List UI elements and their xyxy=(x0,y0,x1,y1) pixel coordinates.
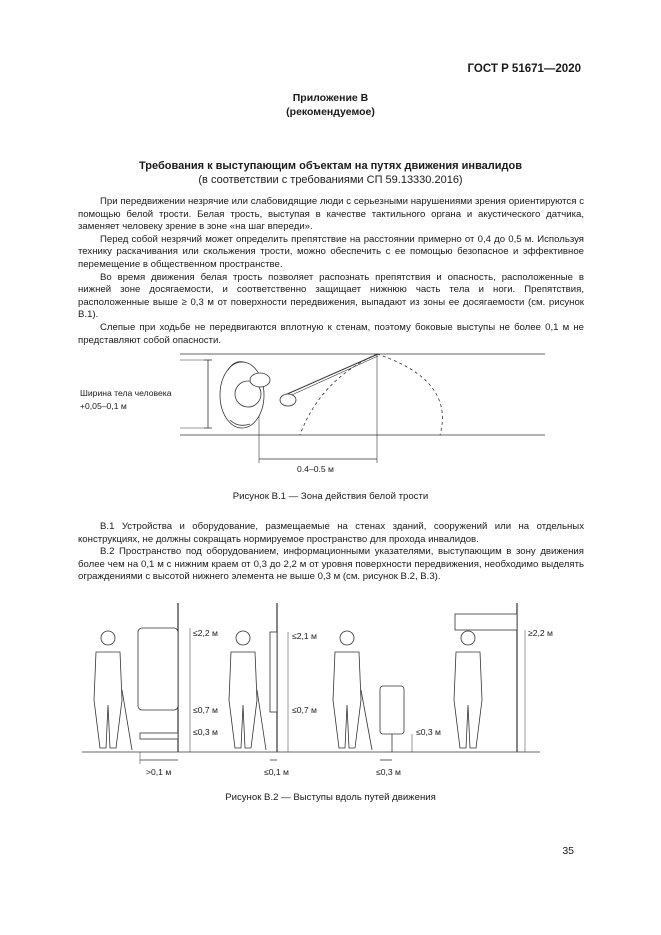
person-figure-3 xyxy=(333,631,372,750)
person-figure-2 xyxy=(229,631,266,750)
annex-name: Приложение В xyxy=(292,92,369,104)
fig2-p2-mid-label: ≤0,7 м xyxy=(292,705,317,715)
fig2-p4-top-label: ≥2,2 м xyxy=(528,628,553,638)
paragraph: В.2 Пространство под оборудованием, информационными указателями, выступающим в зону движения более чем на 0,1 м с нижним краем от 0,3 до 2,2 м от уровня поверхности передвижения, необходимо выделять ограждениями с высотой нижнего элемента не выше 0,3 м (см. рисунок В.2, В.3). xyxy=(78,546,584,583)
fig2-p1-top-label: ≤2,2 м xyxy=(193,628,218,638)
annex-status: (рекомендуемое) xyxy=(286,106,375,118)
fig2-p1-low-label: ≤0,3 м xyxy=(193,727,218,737)
page-number: 35 xyxy=(562,845,574,857)
paragraph: Слепые при ходьбе не передвигаются вплотную к стенам, поэтому боковые выступы не более 0,1 м не представляют собой опасности. xyxy=(78,321,584,346)
paragraph: В.1 Устройства и оборудование, размещаемые на стенах зданий, сооружений или на отдельных конструкциях, не должны сокращать нормируемое пространство для прохода инвалидов. xyxy=(78,521,584,545)
figure-b2-caption: Рисунок В.2 — Выступы вдоль путей движения xyxy=(225,792,436,803)
paragraph: При передвижении незрячие или слабовидящие люди с серьезными нарушениями зрения ориентируются с помощью белой трости. Белая трость, выступая в качестве тактильного органа и акустического датчика, заменяет человеку зрение в зоне «на шаг впереди». xyxy=(78,196,584,233)
fig2-p1-bottom-label: >0,1 м xyxy=(146,767,172,777)
section-subtitle: (в соответствии с требованиями СП 59.13330.2016) xyxy=(198,174,463,186)
fig1-width-label-2: +0,05–0,1 м xyxy=(80,401,127,411)
fig1-width-label-1: Ширина тела человека xyxy=(80,388,172,398)
figure-b1-caption: Рисунок В.1 — Зона действия белой трости xyxy=(232,491,429,502)
fig2-p3-bottom-label: ≤0,3 м xyxy=(376,767,401,777)
person-figure-1 xyxy=(94,631,132,750)
fig2-p2-top-label: ≤2,1 м xyxy=(292,631,317,641)
person-figure-4 xyxy=(454,631,482,748)
intro-text xyxy=(78,196,584,347)
fig2-p2-bottom-label: ≤0,1 м xyxy=(264,767,289,777)
paragraph: Перед собой незрячий может определить препятствие на расстоянии примерно от 0,4 до 0,5 м. Используя технику раскачивания или скольжения трости, можно обеспечить с ее помощью безопасное и эффективное перемещение в общественном пространстве. xyxy=(78,233,584,270)
paragraph: Во время движения белая трость позволяет распознать препятствия и опасность, расположенные в нижней зоне досягаемости, и соответственно защищает нижнюю часть тела и ноги. Препятствия, расположенные выше ≥ 0,3 м от поверхности передвижения, выпадают из зоны ее досягаемости (см. рисунок В.1). xyxy=(78,271,584,321)
section-title: Требования к выступающим объектам на путях движения инвалидов xyxy=(138,160,523,172)
fig1-distance-label: 0.4–0.5 м xyxy=(297,464,334,474)
clauses-text xyxy=(78,521,584,584)
fig2-p1-mid-label: ≤0,7 м xyxy=(193,705,218,715)
fig2-p3-low-label: ≤0,3 м xyxy=(416,727,441,737)
standard-number: ГОСТ Р 51671—2020 xyxy=(467,63,581,75)
